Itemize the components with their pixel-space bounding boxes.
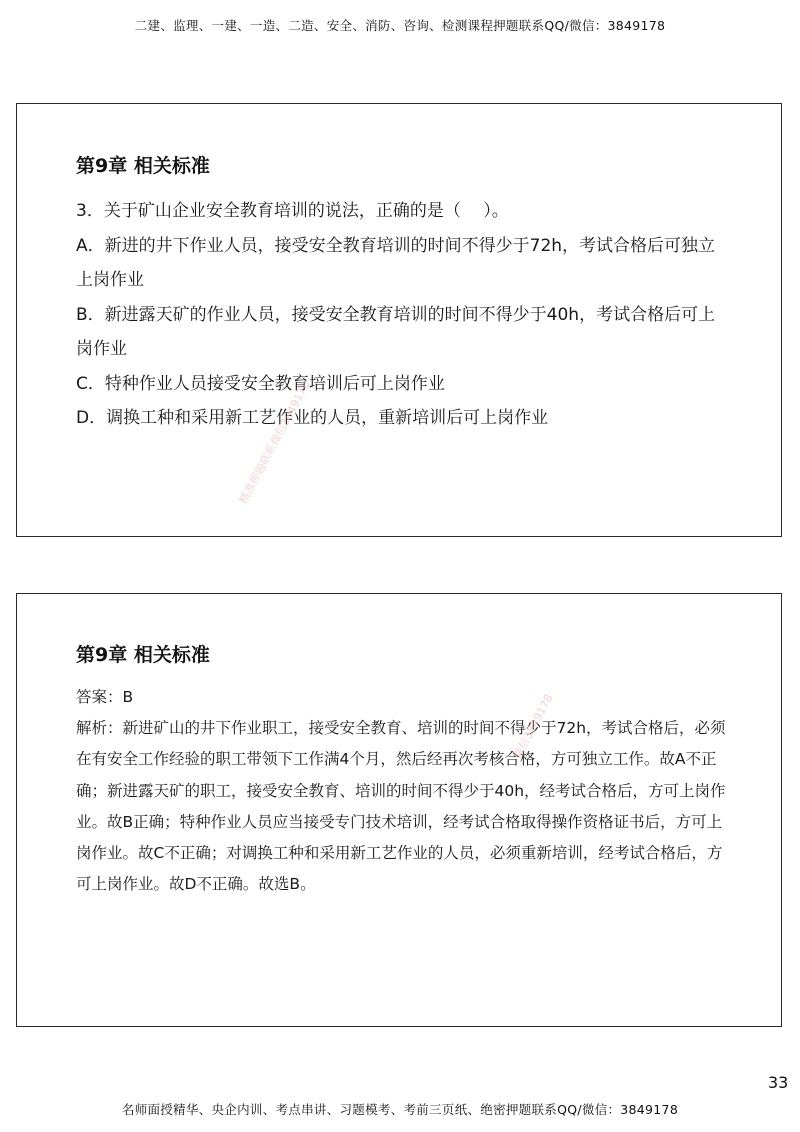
watermark-text: 精准押题联系微信3849178 — [236, 378, 313, 507]
option-a: A．新进的井下作业人员，接受安全教育培训的时间不得少于72h，考试合格后可独立上岗作业 — [76, 235, 716, 290]
analysis-text: 解析：新进矿山的井下作业职工，接受安全教育、培训的时间不得少于72h，考试合格后，必须在有安全工作经验的职工带领下工作满4个月，然后经再次考核合格，方可独立工作。故A不正确；新进露天矿的职工，接受安全教育、培训的时间不得少于40h，经考试合格后，方可上岗作业。故B正确；特种作业人员应当接受专门技术培训，经考试合格取得操作资格证书后，方可上岗作业。故C不正确；对调换工种和采用新工艺作业的人员，必须重新培训，经考试合格后，方可上岗作业。故D不正确。故选B。 — [76, 719, 726, 894]
question-stem: 3．关于矿山企业安全教育培训的说法，正确的是（ ）。 — [76, 201, 509, 221]
chapter-title: 第9章 相关标准 — [76, 644, 210, 666]
page-number: 33 — [768, 1073, 789, 1092]
answer-line: 答案：B — [76, 688, 134, 706]
question-body — [76, 194, 716, 436]
page-footer: 名师面授精华、央企内训、考点串讲、习题模考、考前三页纸、绝密押题联系QQ/微信：3849178 — [121, 1102, 679, 1117]
option-c: C．特种作业人员接受安全教育培训后可上岗作业 — [76, 373, 445, 394]
option-b: B．新进露天矿的作业人员，接受安全教育培训的时间不得少于40h，考试合格后可上岗作业 — [76, 304, 716, 359]
page-header: 二建、监理、一建、一造、二造、安全、消防、咨询、检测课程押题联系QQ/微信：3849178 — [134, 18, 666, 33]
watermark-text: 微信3849178 — [510, 692, 556, 762]
option-d: D．调换工种和采用新工艺作业的人员，重新培训后可上岗作业 — [76, 408, 549, 428]
question-slide — [16, 103, 782, 537]
chapter-title: 第9章 相关标准 — [76, 155, 210, 177]
answer-body — [76, 682, 726, 900]
answer-slide — [16, 593, 782, 1027]
